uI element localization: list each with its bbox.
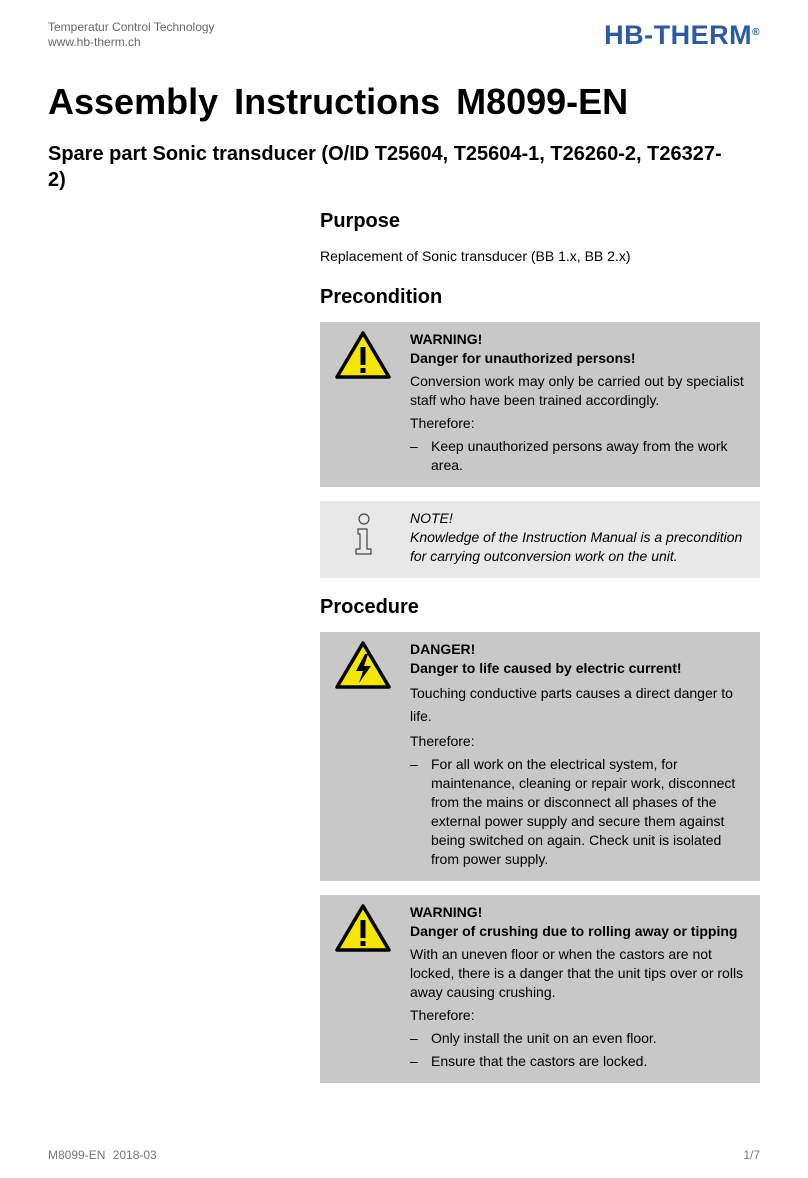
hb-therm-logo (604, 20, 760, 50)
purpose-text: Replacement of Sonic transducer (BB 1.x, BB 2.x) (320, 248, 631, 264)
main-content (320, 208, 760, 1097)
warning-therefore: Therefore: (410, 415, 475, 431)
warning-icon (334, 330, 392, 380)
danger-subtitle: Danger to life caused by electric current! (410, 660, 682, 676)
document-subtitle: Spare part Sonic transducer (O/ID T25604, T25604-1, T26260-2, T26327-2) (48, 143, 722, 191)
warning-bullet: – Ensure that the castors are locked. (410, 1052, 748, 1071)
procedure-danger-box (320, 632, 760, 881)
procedure-heading: Procedure (320, 596, 419, 618)
warning-title: WARNING! (410, 331, 483, 347)
warning-text: With an uneven floor or when the castors are not locked, there is a danger that the unit tips over or rolls away causing crushing. (410, 946, 744, 1000)
logo-text: HB-THERM (604, 20, 753, 50)
warning-subtitle: Danger of crushing due to rolling away or tipping (410, 923, 738, 939)
document-title: Assembly Instructions M8099-EN (48, 81, 629, 122)
info-icon (334, 509, 392, 559)
warning-title: WARNING! (410, 904, 483, 920)
warning-icon (334, 903, 392, 953)
electric-hazard-icon (334, 640, 392, 690)
note-text: Knowledge of the Instruction Manual is a precondition for carrying outconversion work on the unit. (410, 529, 743, 564)
warning-text: Conversion work may only be carried out by specialist staff who have been trained accordingly. (410, 373, 744, 408)
danger-therefore: Therefore: (410, 733, 475, 749)
danger-bullet: – For all work on the electrical system, for maintenance, cleaning or repair work, disconnect from the mains or disconnect all phases of the external power supply and secure them against being switched on again. Check unit is isolated from power supply. (410, 755, 748, 869)
warning-therefore: Therefore: (410, 1007, 475, 1023)
note-title: NOTE! (410, 510, 453, 526)
danger-title: DANGER! (410, 641, 476, 657)
precondition-note-box (320, 501, 760, 578)
danger-text: Touching conductive parts causes a direct danger to life. (410, 685, 733, 724)
purpose-heading: Purpose (320, 210, 401, 232)
header-company-info (48, 20, 215, 50)
procedure-warning-box (320, 895, 760, 1083)
footer-doc-id: M8099-EN 2018-03 (48, 1148, 157, 1162)
warning-subtitle: Danger for unauthorized persons! (410, 350, 636, 366)
warning-bullet: – Keep unauthorized persons away from the work area. (410, 437, 748, 475)
precondition-warning-box (320, 322, 760, 487)
company-name: Temperatur Control Technology (48, 20, 215, 34)
precondition-heading: Precondition (320, 286, 443, 308)
warning-bullet: – Only install the unit on an even floor. (410, 1029, 748, 1048)
company-website: www.hb-therm.ch (48, 35, 141, 49)
registered-mark: ® (752, 27, 760, 38)
footer-page-number: 1/7 (743, 1148, 760, 1162)
